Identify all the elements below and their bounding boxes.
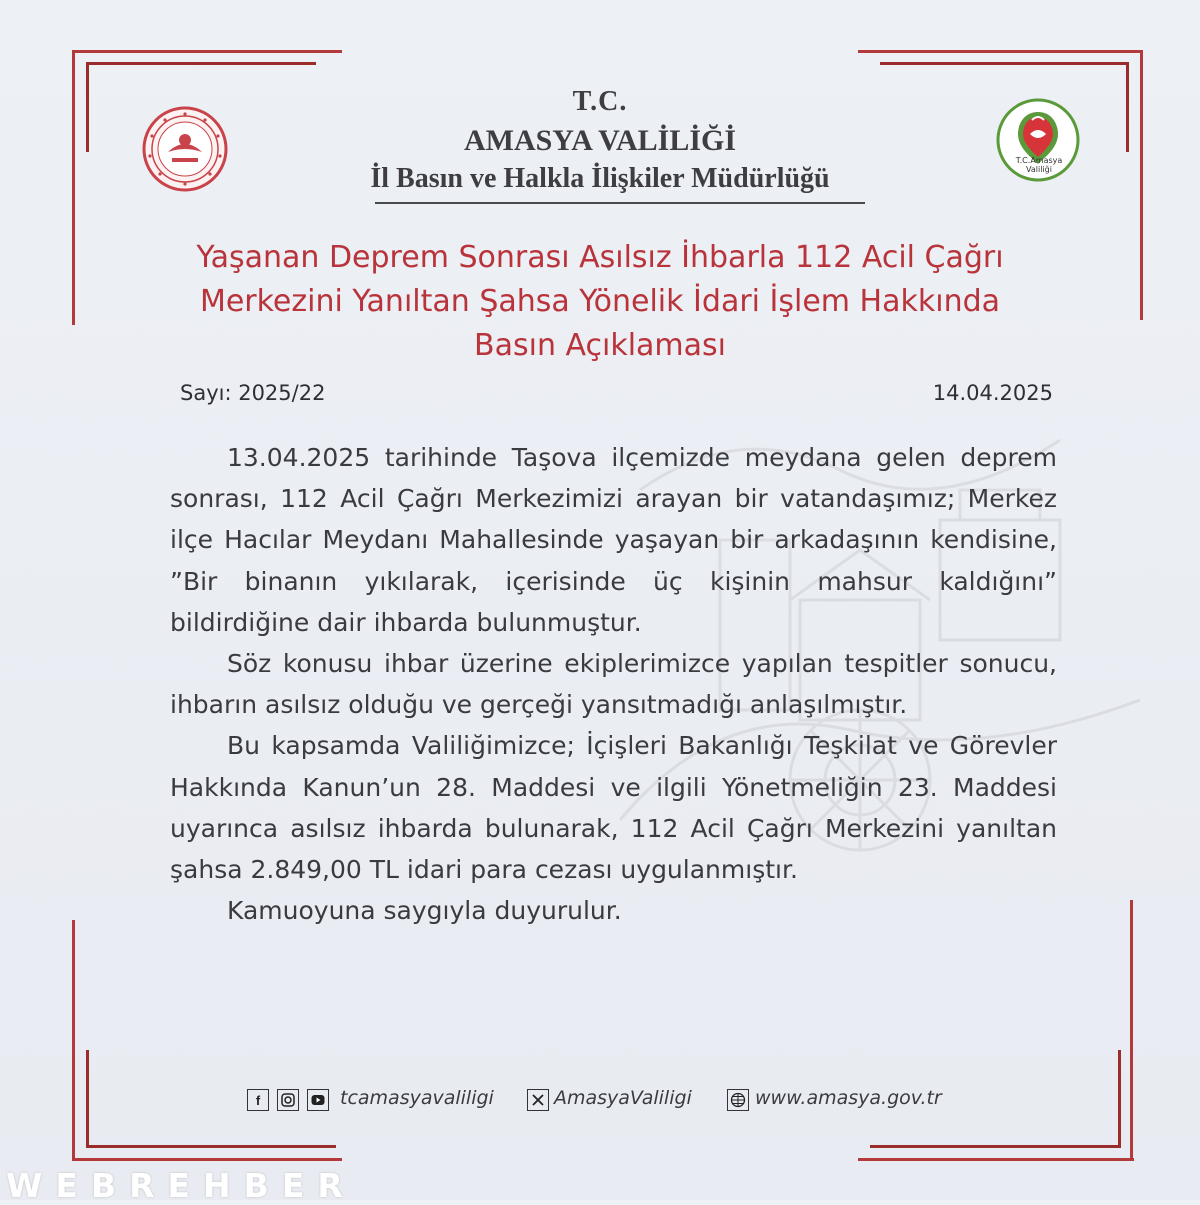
web-icon[interactable]: [727, 1089, 749, 1111]
frame-bottom-right: [858, 1158, 1134, 1161]
frame-inner-top-right: [880, 62, 1129, 65]
frame-left-bottom: [72, 920, 75, 1160]
facebook-icon[interactable]: f: [247, 1089, 269, 1111]
frame-top-right: [858, 50, 1143, 53]
header-tc: T.C.: [572, 86, 628, 117]
header-valilik: AMASYA VALİLİĞİ: [463, 124, 737, 157]
body-paragraph: Kamuoyuna saygıyla duyurulur.: [227, 896, 622, 926]
youtube-icon[interactable]: [307, 1089, 329, 1111]
title-line: Merkezini Yanıltan Şahsa Yönelik İdari İşlem Hakkında: [199, 284, 1001, 319]
instagram-icon[interactable]: [277, 1089, 299, 1111]
x-icon[interactable]: [527, 1089, 549, 1111]
title-line: Basın Açıklaması: [474, 328, 726, 363]
document-date: 14.04.2025: [932, 381, 1053, 405]
body-paragraph: Söz konusu ihbar üzerine ekiplerimizce yapılan tespitler sonucu, ihbarın asılsız olduğu ve gerçeği yansıtmadığı anlaşılmıştır.: [170, 649, 1057, 720]
social-handle[interactable]: tcamasyavaliligi: [340, 1087, 494, 1109]
frame-inner-left-bottom: [86, 1050, 89, 1146]
header-mudurluk: İl Basın ve Halkla İlişkiler Müdürlüğü: [370, 163, 830, 194]
frame-bottom-left: [72, 1158, 342, 1161]
website-link[interactable]: www.amasya.gov.tr: [755, 1087, 942, 1109]
brand-watermark: WEBREHBER: [6, 1166, 356, 1205]
document-number: Sayı: 2025/22: [180, 381, 326, 405]
frame-inner-top-left: [86, 62, 316, 65]
header-divider: [375, 202, 865, 204]
frame-right-bottom: [1130, 900, 1133, 1160]
logo-right-text: T.C.Amasya Valiliği: [1015, 156, 1063, 174]
body-paragraph: Bu kapsamda Valiliğimizce; İçişleri Bakanlığı Teşkilat ve Görevler Hakkında Kanun’un 28. Maddesi ve ilgili Yönetmeliğin 23. Maddesi uyarınca asılsız ihbarda bulunarak, 112 Acil Çağrı Merkezini yanıltan şahsa 2.849,00 TL idari para cezası uygulanmıştır.: [170, 731, 1057, 885]
document-title: [150, 236, 1050, 368]
frame-inner-bottom-left: [86, 1145, 336, 1148]
title-line: Yaşanan Deprem Sonrası Asılsız İhbarla 112 Acil Çağrı: [196, 240, 1004, 275]
frame-inner-bottom-right: [870, 1145, 1121, 1148]
frame-top-left: [72, 50, 342, 53]
x-handle[interactable]: AmasyaValiligi: [554, 1087, 692, 1109]
body-paragraph: 13.04.2025 tarihinde Taşova ilçemizde meydana gelen deprem sonrası, 112 Acil Çağrı Merkezimizi arayan bir vatandaşımız; Merkez ilçe Hacılar Meydanı Mahallesinde yaşayan bir arkadaşının kendisine, ”Bir binanın yıkılarak, içerisinde üç kişinin mahsur kaldığını” bildirdiğine dair ihbarda bulunmuştur.: [170, 443, 1057, 637]
document-body: [170, 437, 1057, 931]
frame-inner-right-bottom: [1118, 1050, 1121, 1146]
